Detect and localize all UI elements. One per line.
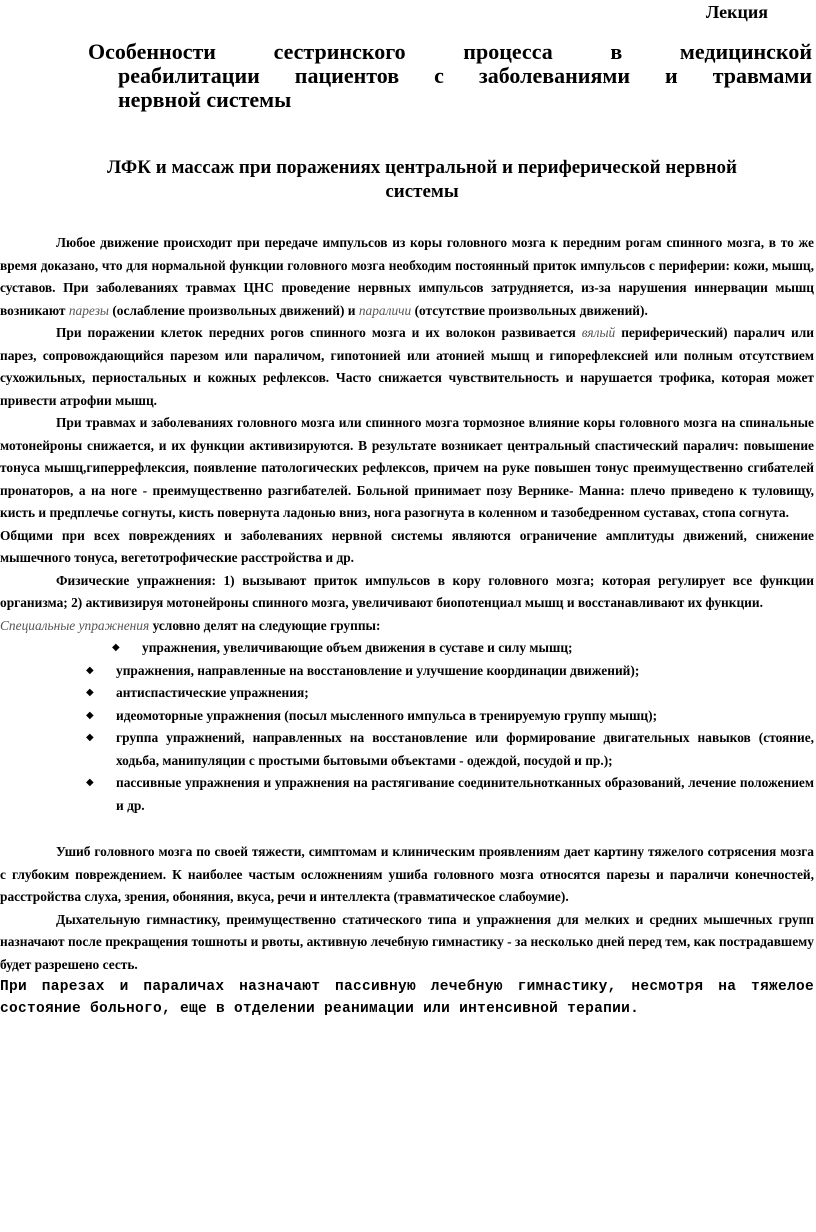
list-item: ◆ идеомоторные упражнения (посыл мысленного импульса в тренируемую группу мышц); bbox=[0, 705, 814, 728]
paragraph-special-exercises: Специальные упражнения условно делят на следующие группы: bbox=[0, 617, 381, 633]
list-item: ◆ упражнения, увеличивающие объем движения в суставе и силу мышц; bbox=[0, 637, 814, 660]
document-title bbox=[88, 40, 812, 112]
paragraph-physical-exercises: Физические упражнения: 1) вызывают приток импульсов в кору головного мозга; которая регулирует все функции организма; 2) активизируя мотонейроны спинного мозга, увеличивают биопотенциал мышц и восстанавливают их функции. bbox=[0, 572, 814, 610]
exercise-groups-list bbox=[0, 637, 814, 817]
term-paresis: парезы bbox=[68, 302, 109, 318]
list-item: ◆ группа упражнений, направленных на восстановление или формирование двигательных навыков (стояние, ходьба, манипуляции с простыми бытовыми объектами - одеждой, посудой и пр.); bbox=[0, 727, 814, 772]
list-item: ◆ антиспастические упражнения; bbox=[0, 682, 814, 705]
lecture-label: Лекция bbox=[705, 2, 768, 22]
section-heading: ЛФК и массаж при поражениях центральной и периферической нервной системы bbox=[107, 157, 737, 202]
term-special-exercises: Специальные упражнения bbox=[0, 617, 150, 633]
term-paralysis: параличи bbox=[358, 302, 412, 318]
paragraph-passive-exercises: При парезах и параличах назначают пассивную лечебную гимнастику, несмотря на тяжелое состояние больного, еще в отделении реанимации или интенсивной терапии. bbox=[0, 979, 814, 1017]
title-line-1: Особенности сестринского процесса в медицинской bbox=[88, 39, 812, 64]
spacer bbox=[0, 817, 814, 841]
title-line-3: нервной системы bbox=[118, 87, 292, 112]
document-body bbox=[0, 232, 814, 1020]
title-line-2: реабилитации пациентов с заболеваниями и травмами bbox=[118, 63, 812, 88]
paragraph-peripheral-paralysis: При поражении клеток передних рогов спинного мозга и их волокон развивается вялый периферический) паралич или парез, сопровождающийся парезом или параличом, гипотонией или атонией мышц и гипорефлексией или полным отсутствием сухожильных, периостальных и кожных рефлексов. Часто снижается чувствительность и нарушается трофика, которая может привести атрофии мышц. bbox=[0, 325, 814, 408]
paragraph-brain-contusion: Ушиб головного мозга по своей тяжести, симптомам и клиническим проявлениям дает картину тяжелого сотрясения мозга с глубоким повреждением. К наиболее частым осложнениям ушиба головного мозга относятся парезы и параличи конечностей, расстройства слуха, зрения, обоняния, вкуса, речи и интеллекта (травматическое слабоумие). bbox=[0, 844, 814, 904]
paragraph-movement: Любое движение происходит при передаче импульсов из коры головного мозга к передним рогам спинного мозга, в то же время доказано, что для нормальной функции головного мозга необходим постоянный приток импульсов с периферии: кожи, мышц, суставов. При заболеваниях травмах ЦНС проведение нервных импульсов затрудняется, из-за нарушения иннервации мышц возникают парезы (ослабление произвольных движений) и параличи (отсутствие произвольных движений). bbox=[0, 235, 814, 318]
paragraph-common-features: Общими при всех повреждениях и заболеваниях нервной системы являются ограничение амплитуды движений, снижение мышечного тонуса, вегетотрофические расстройства и др. bbox=[0, 527, 814, 565]
list-item: ◆ упражнения, направленные на восстановление и улучшение координации движений); bbox=[0, 660, 814, 683]
term-flaccid: вялый bbox=[581, 325, 616, 340]
paragraph-central-paralysis: При травмах и заболеваниях головного мозга или спинного мозга тормозное влияние коры головного мозга на спинальные мотонейроны снижается, и их функции активизируются. В результате возникает центральный спастический паралич: повышение тонуса мышц,гиперрефлексия, появление патологических рефлексов, причем на руке повышен тонус преимущественно сгибателей пронаторов, а на ноге - преимущественно разгибателей. Больной принимает позу Вернике- Манна: плечо приведено к туловищу, кисть и предплечье согнуты, кисть повернута ладонью вниз, нога разогнута в коленном и тазобедренном суставах, стопа согнута. bbox=[0, 415, 814, 520]
list-item: ◆ пассивные упражнения и упражнения на растягивание соединительнотканных образований, лечение положением и др. bbox=[0, 772, 814, 817]
paragraph-breathing-exercises: Дыхательную гимнастику, преимущественно статического типа и упражнения для мелких и средних мышечных групп назначают после прекращения тошноты и рвоты, активную лечебную гимнастику - за несколько дней перед тем, как пострадавшему будет разрешено сесть. bbox=[0, 911, 814, 972]
